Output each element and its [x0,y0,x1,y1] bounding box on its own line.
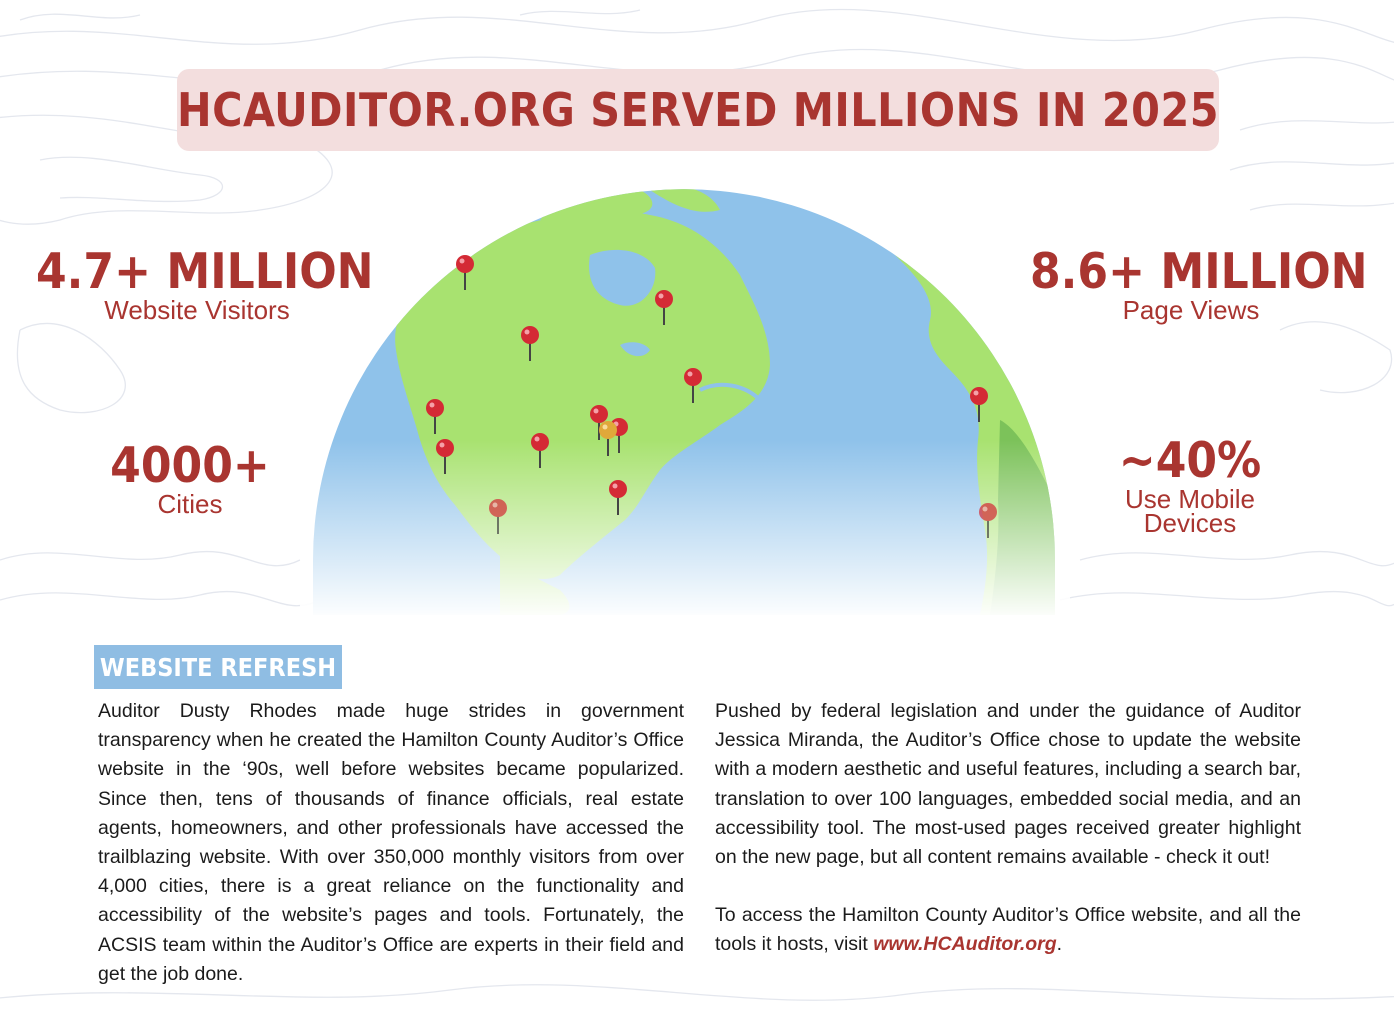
website-link[interactable]: www.HCAuditor.org [873,933,1057,956]
access-paragraph [715,901,1301,959]
stat-views-label: Page Views [1122,295,1260,325]
stat-cities [90,437,290,519]
stat-visitors-value: 4.7+ MILLION [36,243,374,300]
left-column [98,697,684,989]
section-heading-text: WEBSITE REFRESH [99,652,337,682]
right-column [715,697,1301,960]
access-text: To access the Hamilton County Auditor’s Office website, and all the tools it hosts, visit [715,904,1301,956]
left-paragraph: Auditor Dusty Rhodes made huge strides in government transparency when he created the Hamilton County Auditor’s Office website in the ‘90s, well before websites became popularized. Since then, tens of thousands of finance officials, real estate agents, homeowners, and other professionals have accessed the trailblazing website. With over 350,000 monthly visitors from over 4,000 cities, there is a great reliance on the functionality and accessibility of the website’s pages and tools. Fortunately, the ACSIS team within the Auditor’s Office are experts in their field and get the job done. [98,700,684,985]
stat-mobile [1090,432,1290,538]
right-paragraph: Pushed by federal legislation and under the guidance of Auditor Jessica Miranda, the Auditor’s Office chose to update the website with a modern aesthetic and useful features, including a search bar, translation to over 100 languages, embedded social media, and an accessibility tool. The most-used pages received greater highlight on the new page, but all content remains available - check it out! [715,700,1301,869]
stat-visitors-label: Website Visitors [104,295,290,325]
stat-mobile-value: ~40% [1118,432,1262,489]
stat-mobile-label-line1: Use Mobile [1124,484,1256,514]
title-banner [177,69,1219,151]
stat-views [1030,243,1368,325]
page-title: HCAUDITOR.ORG SERVED MILLIONS IN 2025 [176,83,1220,137]
stat-mobile-label-line2: Devices [1143,508,1237,538]
section-heading [94,645,342,689]
stat-visitors [36,243,374,325]
stat-views-value: 8.6+ MILLION [1030,243,1368,300]
stat-cities-label: Cities [157,489,223,519]
access-end: . [1056,933,1063,956]
stat-cities-value: 4000+ [110,437,270,494]
